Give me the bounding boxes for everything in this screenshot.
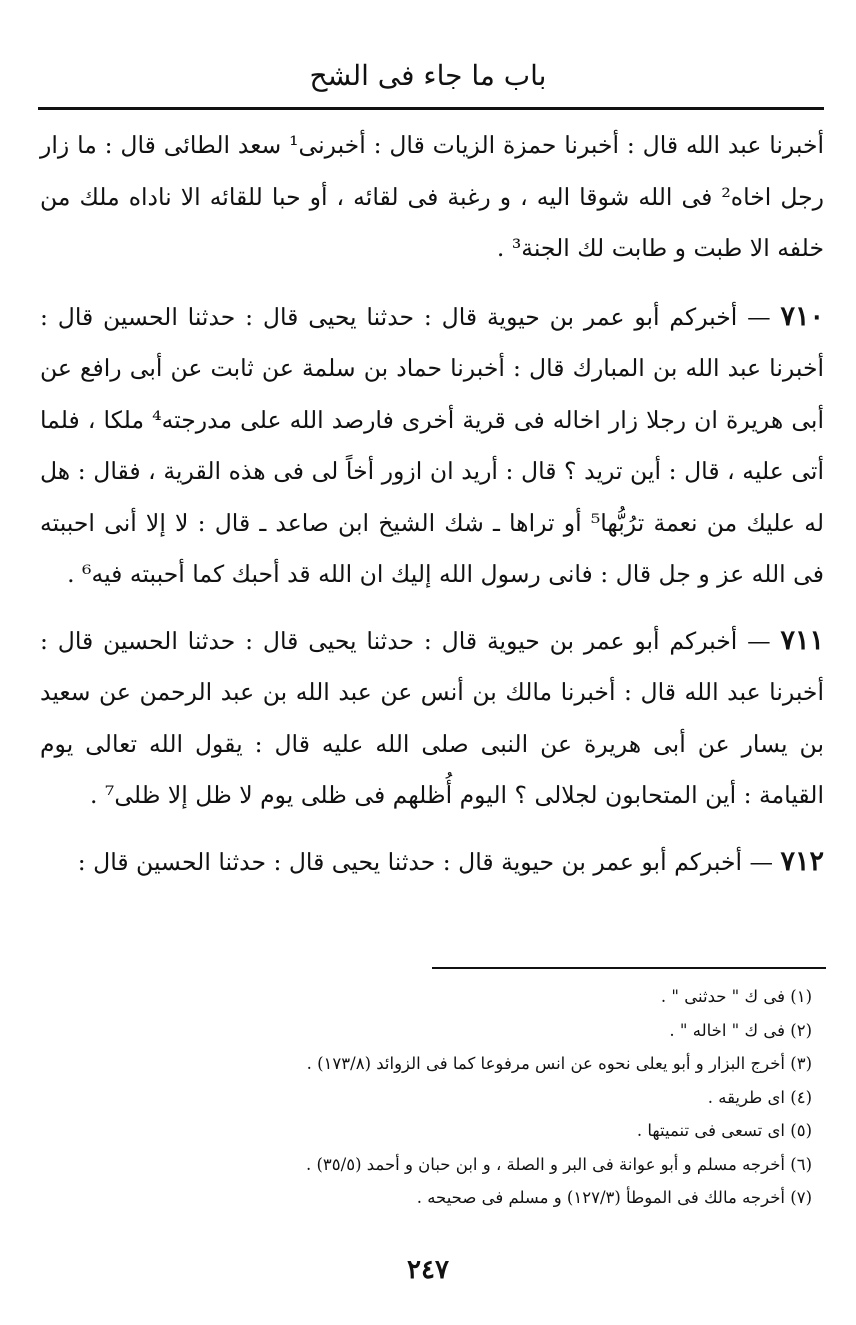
main-text — [40, 120, 824, 902]
paragraph-text: أخبرنا عبد الله قال : أخبرنا حمزة الزيات قال : أخبرنى¹ سعد الطائى قال : ما زار رجل اخاه² فى الله شوقا اليه ، و رغبة فى لقائه ، أو حبا للقائه الا ناداه ملك من خلفه الا طبت و طابت لك الجنة³ . — [40, 131, 825, 262]
page-number: ٢٤٧ — [407, 1255, 449, 1285]
hadith-number: ٧١٢ — [780, 845, 824, 877]
footnote-item: (١) فى ك " حدثنى " . — [660, 987, 812, 1006]
footnotes — [300, 980, 812, 1215]
header-rule — [38, 107, 824, 110]
paragraph-text: — أخبركم أبو عمر بن حيوية قال : حدثنا يحيى قال : حدثنا الحسين قال : أخبرنا عبد الله قال : أخبرنا مالك بن أنس عن عبد الله بن عبد الرحمن عن سعيد بن يسار عن أبى هريرة عن النبى صلى الله عليه قال : يقول الله تعالى يوم القيامة : أين المتحابون لجلالى ؟ اليوم أُظلهم فى ظلى يوم لا ظل إلا ظلى⁷ . — [40, 626, 824, 809]
footnote-item: (٣) أخرج البزار و أبو يعلى نحوه عن انس مرفوعا كما فى الزوائد (١٧٣/٨) . — [306, 1054, 812, 1073]
running-head: باب ما جاء فى الشح — [309, 59, 547, 92]
paragraph-text: — أخبركم أبو عمر بن حيوية قال : حدثنا يحيى قال : حدثنا الحسين قال : — [77, 847, 773, 876]
footnote-item: (٤) اى طريقه . — [707, 1087, 812, 1107]
hadith-number: ٧١١ — [780, 624, 824, 656]
paragraph-hadith-710 — [40, 291, 824, 601]
paragraph-hadith-711 — [40, 615, 824, 822]
footnote-rule — [432, 967, 826, 969]
footnote-item: (٥) اى تسعى فى تنميتها . — [636, 1121, 812, 1140]
paragraph-hadith-712 — [40, 836, 824, 889]
hadith-number: ٧١٠ — [780, 300, 824, 332]
footnote-item: (٧) أخرجه مالك فى الموطأ (١٢٧/٣) و مسلم فى صحيحه . — [416, 1188, 812, 1207]
paragraph-intro — [40, 120, 824, 275]
paragraph-text: — أخبركم أبو عمر بن حيوية قال : حدثنا يحيى قال : حدثنا الحسين قال : أخبرنا عبد الله بن المبارك قال : أخبرنا حماد بن سلمة عن ثابت عن أبى رافع عن أبى هريرة ان رجلا زار اخاله فى قرية أخرى فارصد الله على مدرجته⁴ ملكا ، فلما أتى عليه ، قال : أين تريد ؟ قال : أريد ان ازور أخاً لى فى هذه القرية ، فقال : هل له عليك من نعمة ترُبُّها⁵ أو تراها ـ شك الشيخ ابن صاعد ـ قال : لا إلا أنى احببته فى الله عز و جل قال : فانى رسول الله إليك ان الله قد أحبك كما أحببته فيه⁶ . — [40, 302, 824, 588]
footnote-item: (٢) فى ك " اخاله " . — [669, 1020, 812, 1040]
footnote-item: (٦) أخرجه مسلم و أبو عوانة فى البر و الصلة ، و ابن حبان و أحمد (٣٥/٥) . — [305, 1154, 812, 1174]
